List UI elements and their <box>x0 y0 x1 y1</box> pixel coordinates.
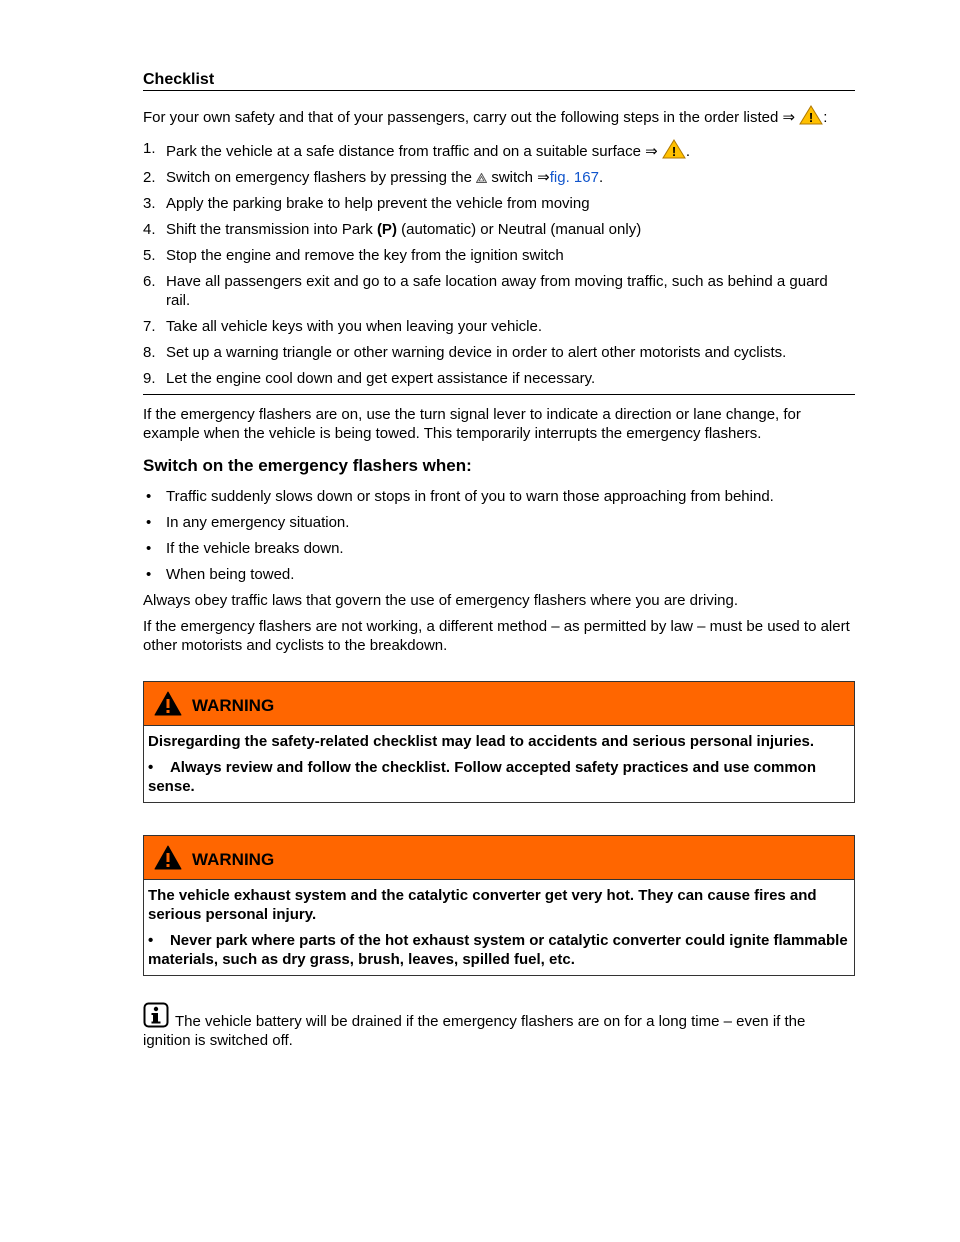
battery-note: The vehicle battery will be drained if the emergency flashers are on for a long time – even if the ignition is switched off. <box>143 1002 855 1050</box>
warning-triangle-icon <box>799 105 823 125</box>
list-item: 4. Shift the transmission into Park (P) (automatic) or Neutral (manual only) <box>143 221 642 238</box>
list-item: 6. Have all passengers exit and go to a safe location away from moving traffic, such as behind a guard rail. <box>143 273 828 309</box>
list-item: 7. Take all vehicle keys with you when leaving your vehicle. <box>143 318 543 335</box>
turn-signal-paragraph: If the emergency flashers are on, use the turn signal lever to indicate a direction or lane change, for example when the vehicle is being towed. This temporarily interrupts the emergency flashers. <box>143 406 801 442</box>
list-item: 8. Set up a warning triangle or other warning device in order to alert other motorists and cyclists. <box>143 344 787 361</box>
traffic-laws-paragraph: Always obey traffic laws that govern the use of emergency flashers where you are driving. <box>143 592 739 609</box>
warning-icon <box>154 691 182 716</box>
warning-title: WARNING <box>192 849 275 869</box>
warning-header <box>144 836 854 880</box>
not-working-paragraph: If the emergency flashers are not working, a different method – as permitted by law – must be used to alert other motorists and cyclists to the breakdown. <box>143 618 850 654</box>
list-item: • If the vehicle breaks down. <box>146 540 344 557</box>
section-divider <box>143 394 855 395</box>
warning-box <box>143 681 855 803</box>
warning-body: Disregarding the safety-related checklist may lead to accidents and serious personal injuries. • Always review and follow the checklist. Follow accepted safety practices and use common sense. <box>148 733 816 795</box>
list-item: • In any emergency situation. <box>146 514 350 531</box>
subheading: Switch on the emergency flashers when: <box>143 456 472 475</box>
warning-header <box>144 682 854 726</box>
warning-box <box>143 835 855 976</box>
list-item: 3. Apply the parking brake to help prevent the vehicle from moving <box>143 195 590 212</box>
info-icon <box>143 1002 169 1028</box>
list-item: 9. Let the engine cool down and get expert assistance if necessary. <box>143 370 596 387</box>
svg-text:!: ! <box>809 110 814 125</box>
checklist-heading: Checklist <box>143 70 855 91</box>
warning-body: The vehicle exhaust system and the catalytic converter get very hot. They can cause fires and serious personal injury. • Never park where parts of the hot exhaust system or catalytic converter could ignite flammable materials, such as dry grass, brush, leaves, spilled fuel, etc. <box>148 887 848 968</box>
hazard-triangle-icon <box>476 173 487 183</box>
document-page <box>143 70 855 1065</box>
checklist-intro: For your own safety and that of your passengers, carry out the following steps in the order listed ⇒ ! : <box>143 105 855 127</box>
warning-icon <box>154 845 182 870</box>
checklist-steps <box>143 139 855 388</box>
list-item: 1. Park the vehicle at a safe distance from traffic and on a suitable surface ⇒ ! . <box>143 140 691 160</box>
list-item: • When being towed. <box>146 566 295 583</box>
conditions-list <box>143 487 855 584</box>
warning-triangle-icon <box>662 139 686 159</box>
warning-title: WARNING <box>192 695 275 715</box>
figure-link[interactable]: fig. 167 <box>549 169 599 186</box>
list-item: 2. Switch on emergency flashers by pressing the switch ⇒fig. 167. <box>143 169 604 186</box>
list-item: 5. Stop the engine and remove the key from the ignition switch <box>143 247 564 264</box>
svg-text:!: ! <box>671 144 677 159</box>
list-item: • Traffic suddenly slows down or stops in front of you to warn those approaching from behind. <box>146 488 774 505</box>
